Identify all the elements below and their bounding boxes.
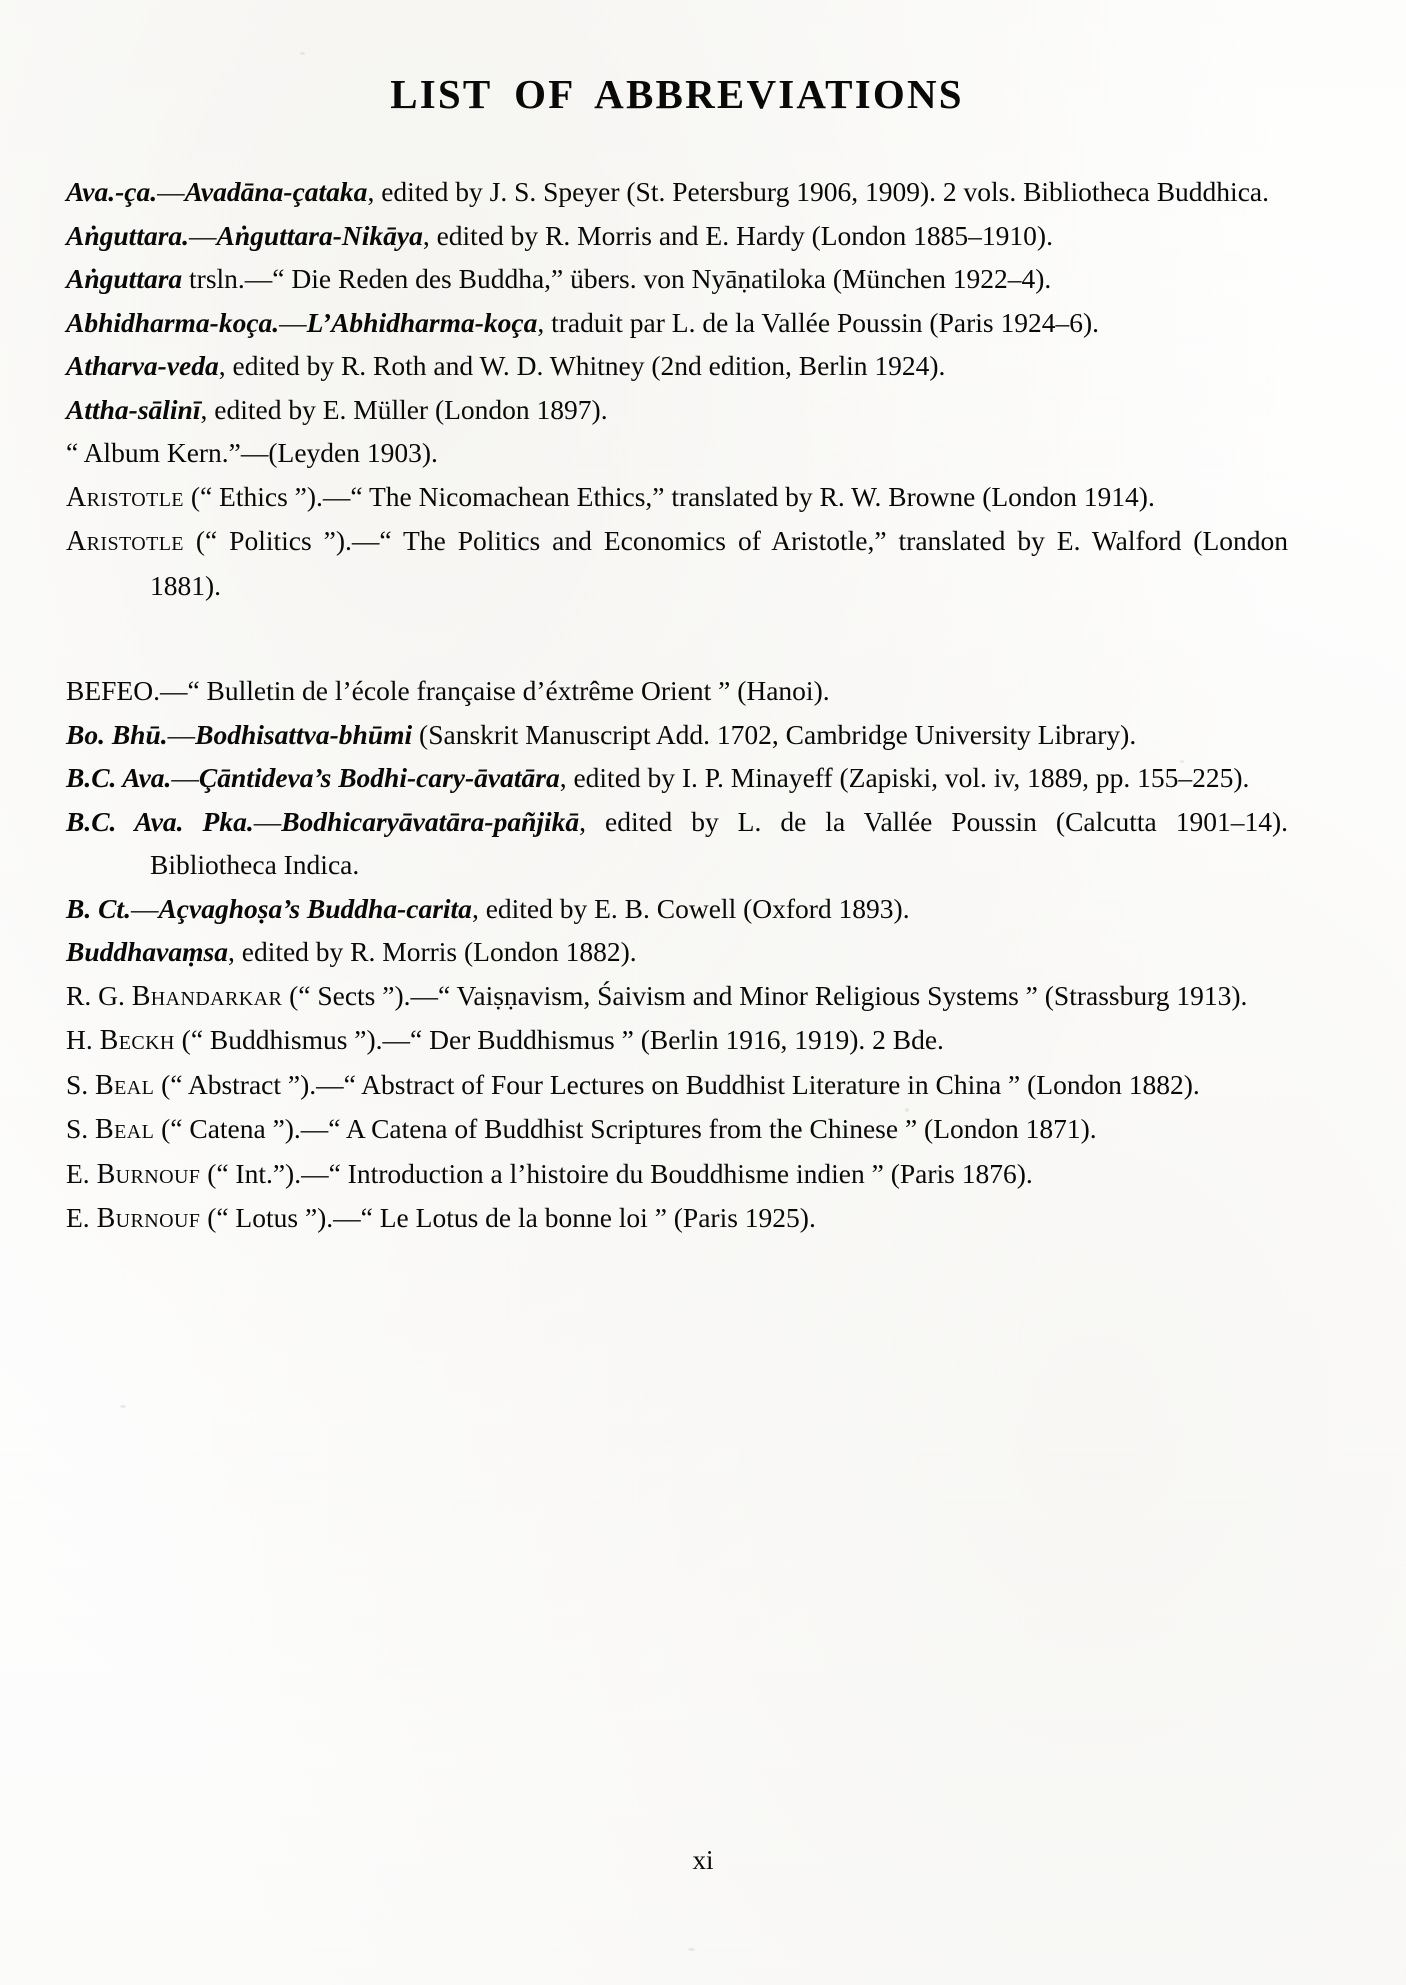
abbreviation-label — [66, 1113, 154, 1144]
abbreviation-label: Buddhavaṃsa — [66, 936, 228, 967]
abbreviation-label: Aṅguttara — [66, 263, 183, 294]
author-surname: Burnouf — [96, 1203, 201, 1234]
abbreviation-entry — [66, 669, 1288, 713]
abbreviation-expansion: , edited by R. Morris (London 1882). — [227, 936, 637, 967]
abbreviation-expansion: (“ Ethics ”).—“ The Nicomachean Ethics,” translated by R. W. Browne (London 1914). — [183, 480, 1155, 512]
abbreviation-entry — [66, 257, 1288, 301]
abbreviation-expansion: —“ Bulletin de l’école française d’éxtrême Orient ” (Hanoi). — [159, 675, 830, 706]
abbreviation-expansion: (“ Lotus ”).—“ Le Lotus de la bonne loi ” (Paris 1925). — [200, 1202, 816, 1233]
abbreviation-entry — [66, 519, 1288, 607]
abbreviation-entry — [66, 170, 1288, 214]
abbreviation-entry — [66, 887, 1288, 931]
abbreviation-label: B. Ct. — [66, 892, 131, 924]
author-surname: Beal — [95, 1114, 155, 1145]
abbreviation-label: Aristotle — [66, 526, 184, 557]
abbreviation-entry — [66, 301, 1288, 345]
abbreviation-expansion: —Avadāna-çataka, edited by J. S. Speyer (St. Petersburg 1906, 1909). 2 vols. Bibliotheca Buddhica. — [157, 176, 1269, 207]
abbreviation-label: Atharva-veda — [66, 350, 219, 381]
abbreviation-entry — [66, 1063, 1288, 1108]
abbreviation-label: Bo. Bhū. — [66, 718, 168, 750]
abbreviation-label: “ Album Kern.” — [66, 437, 241, 468]
abbreviation-label — [66, 1024, 175, 1055]
abbreviation-entry — [66, 475, 1288, 520]
abbreviation-label: B.C. Ava. — [66, 762, 172, 793]
author-surname: Burnouf — [96, 1158, 201, 1190]
abbreviation-expansion: —(Leyden 1903). — [240, 437, 438, 468]
abbreviation-expansion: —L’Abhidharma-koça, traduit par L. de la Vallée Poussin (Paris 1924–6). — [279, 306, 1099, 338]
page-title: LIST OF ABBREVIATIONS — [390, 71, 964, 117]
abbreviation-expansion: —Bodhicaryāvatāra-pañjikā, edited by L. de la Vallée Poussin (Calcutta 1901–14). Bibliotheca Indica. — [150, 805, 1288, 880]
abbreviation-expansion: (“ Int.”).—“ Introduction a l’histoire du Bouddhisme indien ” (Paris 1876). — [200, 1157, 1033, 1189]
abbreviation-expansion: trsln.—“ Die Reden des Buddha,” übers. von Nyāṇatiloka (München 1922–4). — [182, 263, 1052, 294]
author-initials: E. — [66, 1157, 97, 1189]
page-folio-number: xi — [692, 1845, 714, 1875]
abbreviation-label: Aṅguttara. — [66, 219, 190, 251]
abbreviation-expansion: (“ Catena ”).—“ A Catena of Buddhist Scriptures from the Chinese ” (London 1871). — [154, 1113, 1097, 1144]
abbreviation-label — [66, 1202, 200, 1233]
abbreviation-entry — [66, 1152, 1288, 1197]
author-initials: S. — [66, 1068, 96, 1100]
abbreviation-expansion: —Bodhisattva-bhūmi (Sanskrit Manuscript Add. 1702, Cambridge University Library). — [167, 718, 1137, 750]
abbreviation-expansion: , edited by E. Müller (London 1897). — [200, 393, 608, 425]
abbreviation-label: Ava.-ça. — [66, 176, 158, 207]
abbreviation-entry — [66, 1107, 1288, 1152]
abbreviation-expansion: —Aṅguttara-Nikāya, edited by R. Morris and E. Hardy (London 1885–1910). — [189, 219, 1053, 251]
author-initials: R. G. — [66, 979, 132, 1011]
abbreviation-label: B.C. Ava. Pka. — [66, 805, 254, 837]
abbreviation-entry — [66, 388, 1288, 432]
abbreviation-entry — [66, 756, 1288, 800]
abbreviation-expansion: —Açvaghoṣa’s Buddha-carita, edited by E. B. Cowell (Oxford 1893). — [130, 892, 910, 924]
abbreviation-expansion: , edited by R. Roth and W. D. Whitney (2nd edition, Berlin 1924). — [218, 350, 946, 381]
abbreviation-label: BEFEO. — [66, 675, 160, 706]
abbreviation-expansion: —Çāntideva’s Bodhi-cary-āvatāra, edited by I. P. Minayeff (Zapiski, vol. iv, 1889, pp. 155–225). — [171, 762, 1250, 793]
abbreviation-entry — [66, 344, 1288, 388]
abbreviation-label — [66, 1069, 154, 1100]
author-initials: H. — [66, 1024, 100, 1055]
abbreviation-expansion: (“ Sects ”).—“ Vaiṣṇavism, Śaivism and Minor Religious Systems ” (Strassburg 1913). — [282, 979, 1248, 1011]
abbreviation-entry — [66, 974, 1288, 1019]
abbreviation-entry — [66, 1196, 1288, 1241]
abbreviation-entry — [66, 713, 1288, 757]
abbreviation-entry — [66, 214, 1288, 258]
abbreviation-list — [66, 170, 1288, 1241]
abbreviation-entry — [66, 800, 1288, 887]
abbreviation-label — [66, 980, 282, 1011]
block-separator — [66, 607, 1288, 669]
author-initials: E. — [66, 1202, 97, 1233]
author-surname: Beal — [95, 1069, 155, 1101]
abbreviation-expansion: (“ Abstract ”).—“ Abstract of Four Lectures on Buddhist Literature in China ” (London 1882). — [154, 1068, 1200, 1100]
abbreviation-expansion: (“ Buddhismus ”).—“ Der Buddhismus ” (Berlin 1916, 1919). 2 Bde. — [174, 1024, 944, 1055]
abbreviation-label: Aristotle — [66, 481, 184, 513]
author-surname: Bhandarkar — [131, 980, 283, 1012]
abbreviation-entry — [66, 930, 1288, 974]
abbreviation-entry — [66, 1018, 1288, 1063]
text-block — [66, 70, 1288, 1241]
abbreviation-label: Abhidharma-koça. — [66, 306, 280, 338]
abbreviation-label — [66, 1158, 200, 1189]
author-surname: Beckh — [99, 1025, 175, 1056]
abbreviation-label: Attha-sālinī — [66, 393, 201, 425]
author-initials: S. — [66, 1113, 96, 1144]
abbreviation-entry — [66, 431, 1288, 475]
abbreviation-expansion: (“ Politics ”).—“ The Politics and Economics of Aristotle,” translated by E. Walford (London 1881). — [150, 525, 1288, 601]
